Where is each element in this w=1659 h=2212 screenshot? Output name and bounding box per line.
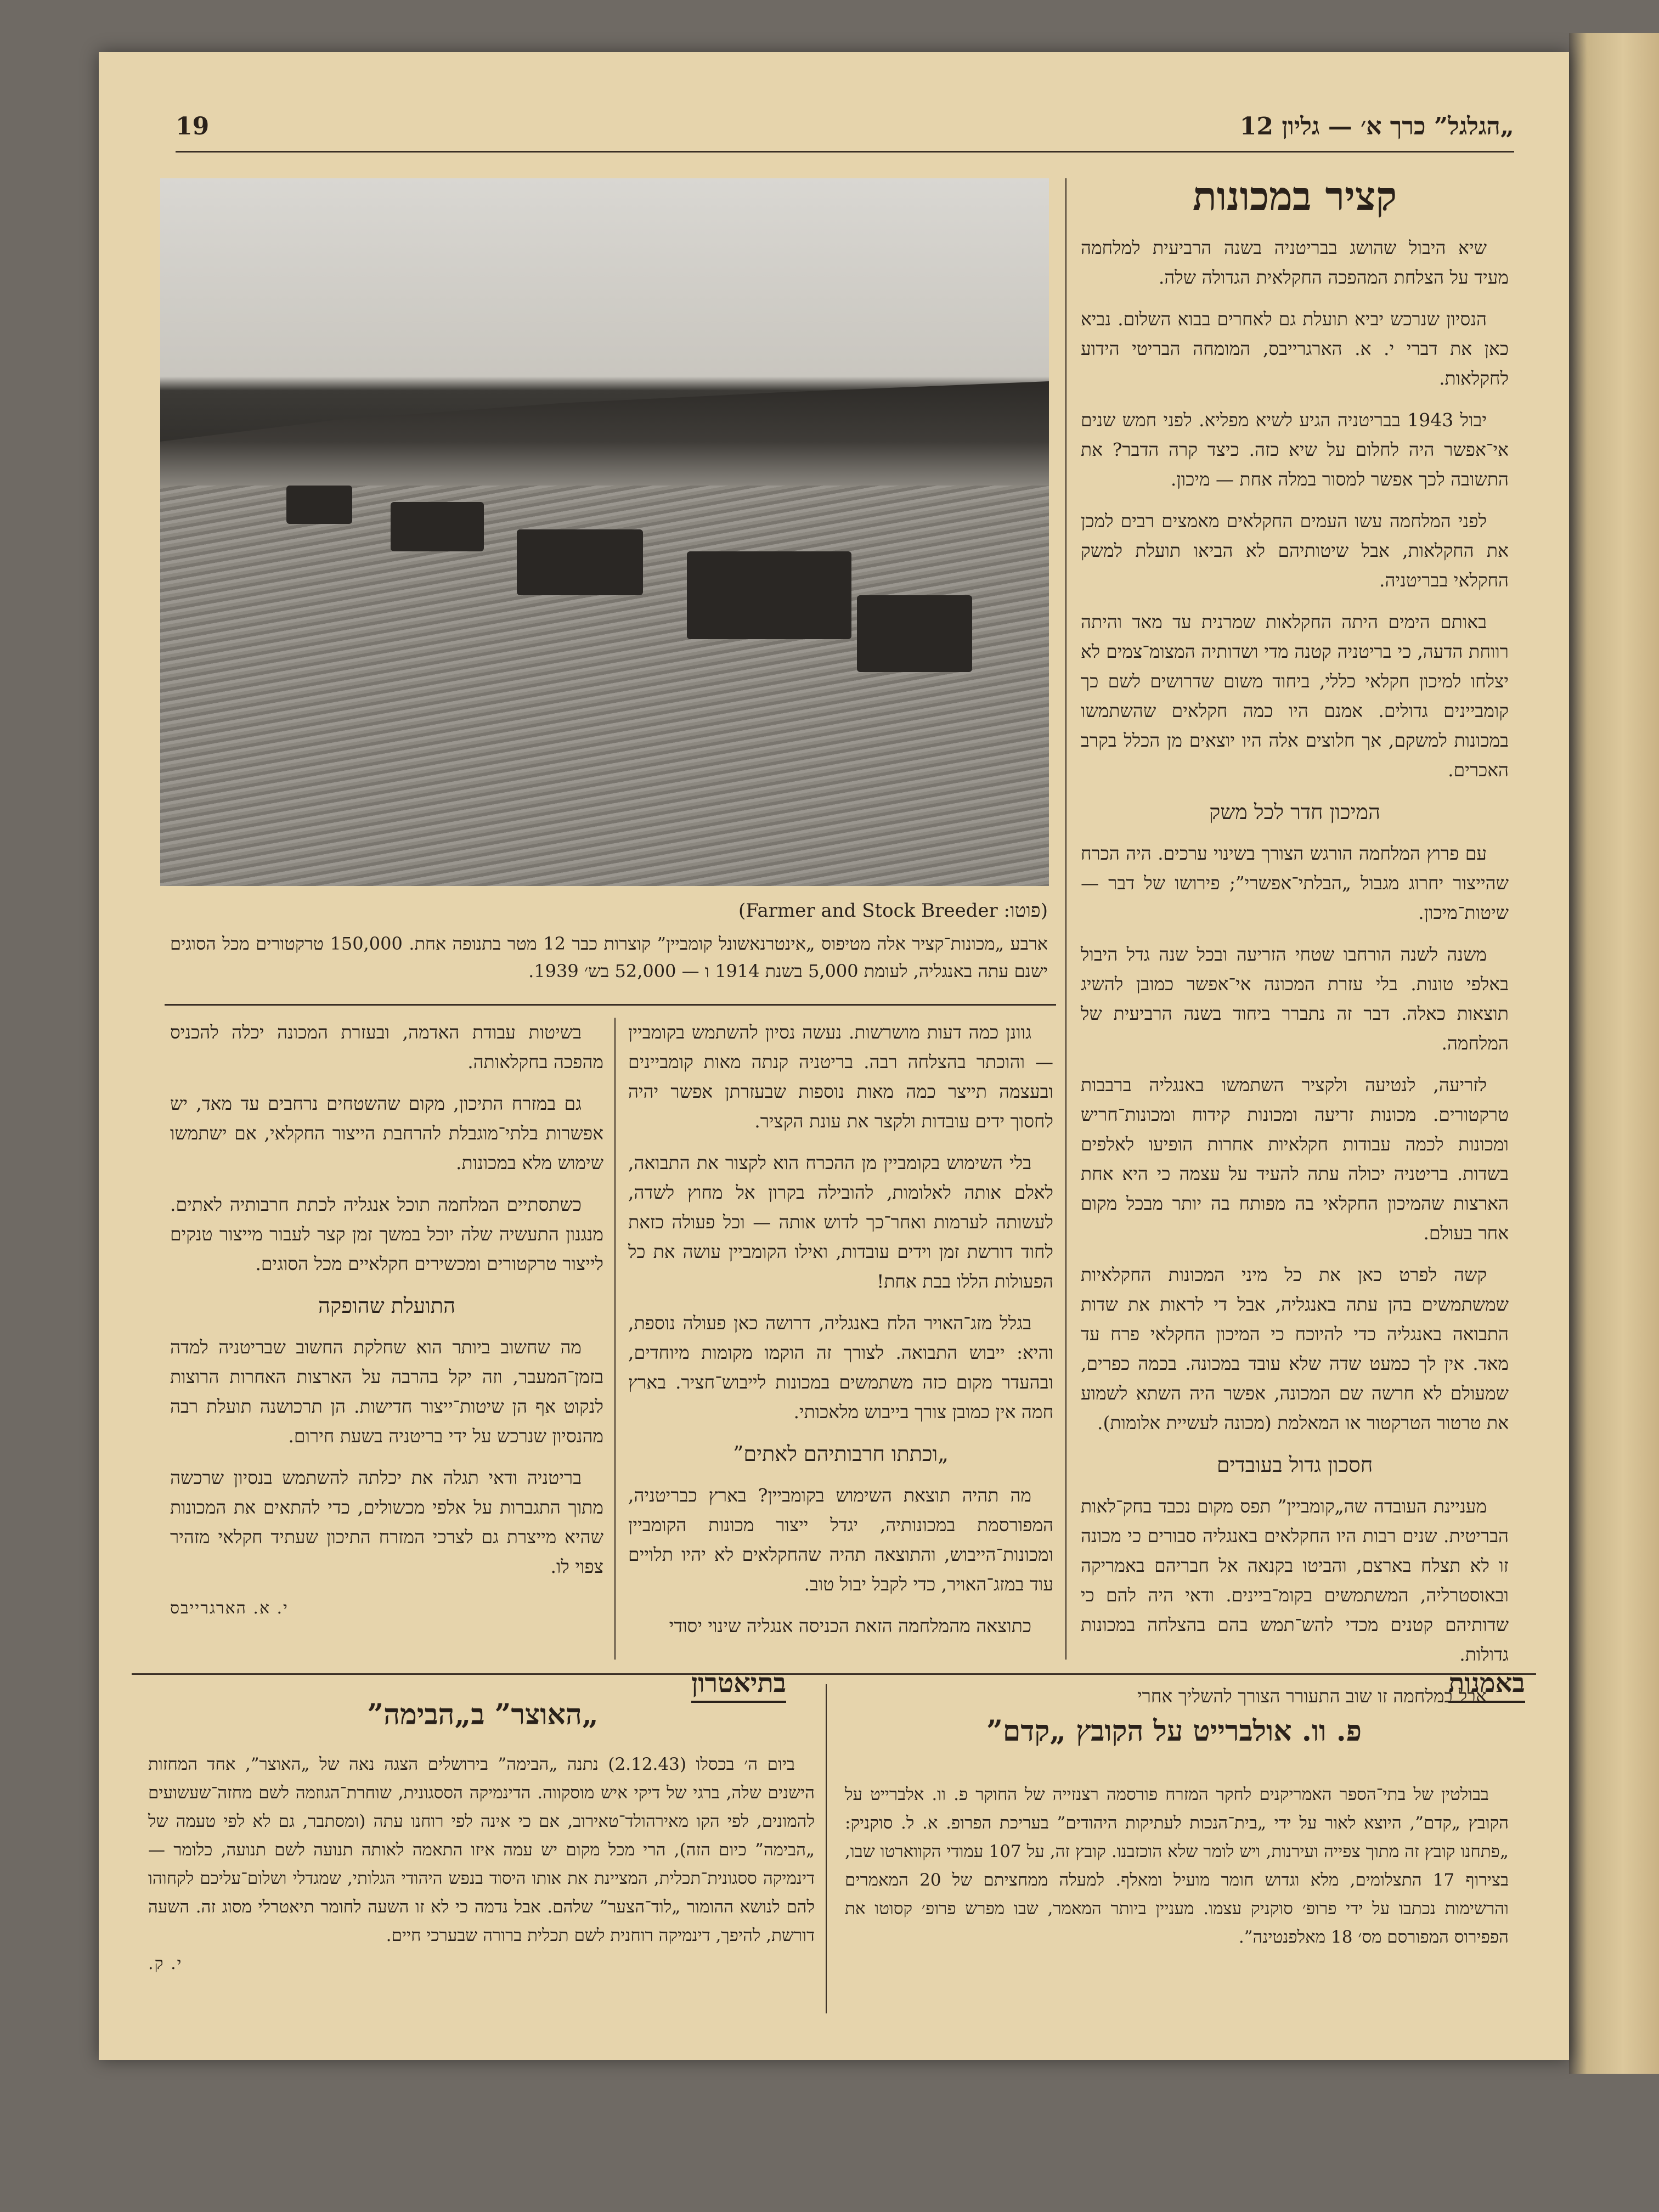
paragraph: יבול 1943 בבריטניה הגיע לשיא מפליא. לפני חמש שנים אי־אפשר היה לחלום על שיא כזה. כיצד קרה הדבר? את התשובה לכך אפשר למסור במלה אחת — מיכון. [1081,409,1509,490]
paragraph: לזריעה, לנטיעה ולקציר השתמשו באנגליה ברבבות טרקטורים. מכונות זריעה ומכונות קידוח ומכונות־חריש ומכונות לכמה עבודות חקלאיות אחרות הופיעו לאלפים בשדות. בריטניה יכולה עתה להעיד על עצמה כי היא אחת הארצות שהמיכון החקלאי בה מפותח בה יותר מבכל מקום אחר בעולם. [1081,1074,1509,1244]
caption-rule [165,1004,1056,1006]
subheading: התועלת שהופקה [318,1294,455,1318]
art-title: פ. וו. אולברייט על הקובץ „קדם” [986,1714,1362,1748]
author-signature: י. א. הארגרייבס [170,1599,289,1618]
photo-machine [286,486,352,524]
newspaper-page [99,52,1569,2060]
running-head: „הגלגל” כרך א׳ — גליון 12 [1239,112,1514,140]
photo-machine [687,551,851,639]
paragraph: עם פרוץ המלחמה הורגש הצורך בשינוי ערכים. היה הכרח שהייצור יחרוג מגבול „הבלתי־אפשרי”; פירושו של דבר — שיטות־מיכון. [1081,843,1509,923]
photo-caption: ארבע „מכונות־קציר אלה מטיפוס „אינטרנאשונל קומביין” קוצרות כבר 12 מטר בתנופה אחת. 150,000 טרקטורים מכל הסוגים ישנם עתה באנגליה, לעומת 5,000 בשנת 1914 ו — 52,000 בש׳ 1939. [170,933,1048,981]
paragraph: הנסיון שנרכש יביא תועלת גם לאחרים בבוא השלום. נביא כאן את דברי י. א. הארגרייבס, המומחה הבריטי הידוע לחקלאות. [1081,308,1509,389]
section-rule [132,1673,1536,1675]
paragraph: קשה לפרט כאן את כל מיני המכונות החקלאיות שמשתמשים בהן עתה באנגליה, אבל די לראות את שדות התבואה באנגליה כדי להיוכח כי המיכון החקלאי פרח עד מאד. אין לך כמעט שדה שלא עובד במכונה. בכמה כפרים, שמעולם לא חרשה שם המכונה, אפשר היה השתא לשמוע את טרטור הטרקטור או המאלמת (מכונה לעשיית אלומות). [1081,1264,1509,1434]
page-number: 19 [176,112,210,140]
photo-tractor [857,595,972,672]
paragraph: באותם הימים היתה החקלאות שמרנית עד מאד והיתה רווחת הדעה, כי בריטניה קטנה מדי ושדותיה המצומ־צמים לא יצלחו למיכון חקלאי כללי, ביחוד משום שדרושים לשם כך קומביינים גדולים. אמנם היו כמה חקלאים שהשתמשו במכונות למשקם, אך חלוצים אלה היו יוצאים מן הכלל בקרב האכרים. [1081,611,1509,781]
subheading: חסכון גדול בעובדים [1216,1453,1373,1477]
paragraph: מעניינת העובדה שה„קומביין” תפס מקום נכבד בחק־לאות הבריטית. שנים רבות היו החקלאים באנגליה סבורים כי מכונה זו לא תצלח בארצם, והביטו בקנאה אל חבריהם באמריקה ובאוסטרליה, המשתמשים בקומ־ביינים. ודאי היה להם כי שדותיהם קטנים מכדי להש־תמש בהם בהצלחה במכונות גדולות. [1081,1496,1509,1665]
subheading: המיכון חדר לכל משק [1209,800,1380,824]
paragraph: לפני המלחמה עשו העמים החקלאים מאמצים רבים למכן את החקלאות, אבל שיטותיהם לא הביאו תועלת למשק החקלאי בבריטניה. [1081,510,1509,591]
theatre-title: „האוצר” ב„הבימה” [367,1698,599,1731]
paragraph: ביום ה׳ בכסלו (2.12.43) נתנה „הבימה” בירושלים הצגה נאה של „האוצר”, אחד המחזות הישנים שלה, ברגי של דיקי איש מוסקווה. הדינמיקה הססגונית, שוחרת־הגוזמה לשם מחזה־שעשועים להמונים, לפי הקו מאירהולד־טאירוב, אם כי אינה לפי רוחנו עתה (ומסתבר, גם לא לפי טעמה של „הבימה” כיום הזה), הרי מכל מקום יש עמה איזו התאמה לאותה תנועה לשם תנועה, כלומר — דינמיקה ססגונית־תכלית, המציינת את אותו היסוד בנפש היהודי הגלותי, שמגדלי ושלום־עליכם לקחוהו להם לנושא ההומור „לוד־הצער” שלהם. אבל נדמה כי לא זו השעה לחומר תיאטרלי מסוג זה. השעה דורשת, להיפך, דינמיקה רוחנית לשם תכלית ברורה שבערכי חיים. [148,1754,815,1945]
paragraph: גם במזרח התיכון, מקום שהשטחים נרחבים עד מאד, יש אפשרות בלתי־מוגבלת להרחבת הייצור החקלאי, אם ישתמשו שימוש מלא במכונות. [170,1093,603,1173]
page-header [176,112,1514,153]
article-title: קציר במכונות [1192,173,1397,219]
paragraph: אבל במלחמה זו שוב התעורר הצורך להשליך אחרי [1137,1685,1487,1707]
subheading: „וכתתו חרבותיהם לאתים” [733,1442,949,1466]
paragraph: גוונן כמה דעות מושרשות. נעשה נסיון להשתמש בקומביין — והוכתר בהצלחה רבה. בריטניה קנתה מאות קומביינים ובעצמה תייצר כמה מאות נוספות שבעזרתן אפשר יהיה לחסוך ידים עובדות ולקצר את עונת הקציר. [628,1022,1053,1132]
column-rule [1065,178,1066,1660]
section-label-art: באמנות [1448,1668,1525,1703]
article-column-right [1081,233,1509,1723]
next-page-edge [1569,33,1659,2074]
theatre-body [148,1750,815,1978]
paragraph: כשתסתיים המלחמה תוכל אנגליה לכתת חרבותיה לאתים. מנגנון התעשיה שלה יוכל במשך זמן קצר לעבור מייצור טנקים לייצור טרקטורים ומכשירים חקלאיים מכל הסוגים. [170,1194,603,1274]
paragraph: משנה לשנה הורחבו שטחי הזריעה ובכל שנה גדל היבול באלפי טונות. בלי עזרת המכונה אי־אפשר כמובן להשיג תוצאות כאלה. דבר זה נתברר ביחוד בשנה הרביעית של המלחמה. [1081,944,1509,1054]
paragraph: בריטניה ודאי תגלה את יכלתה להשתמש בנסיון שרכשה מתוך התגברות על אלפי מכשולים, כדי להתאים את המכונות שהיא מייצרת גם לצרכי המזרח התיכון שעתיד חקלאי מזהיר צפוי לו. [170,1467,603,1577]
paragraph: שיא היבול שהושג בבריטניה בשנה הרביעית למלחמה מעיד על הצלחת המהפכה החקלאית הגדולה שלה. [1081,237,1509,288]
photo-machine [517,529,643,595]
paragraph: בבולטין של בתי־הספר האמריקנים לחקר המזרח פורסמה רצנזייה של החוקר פ. וו. אלברייט על הקובץ „קדם”, היוצא לאור על ידי „בית־הנכות לעתיקות היהודים” בעריכת הפרופ. א. ל. סוקניק: „פתחנו קובץ זה מתוך צפייה ועירנות, ויש לומר שלא הוכזבנו. קובץ זה, על 107 עמודי הקווארטו שבו, בצירוף 17 התצלומים, מלא וגדוש חומר מועיל ומאלף. למעלה ממחציתם של 20 המאמרים והרשימות נכתבו על ידי פרופ׳ סוקניק עצמו. מעניין ביותר המאמר, שבו מפרש פרופ׳ קסוטו את הפפירוס המפורסם מס׳ 18 מאלפנטינה”. [845,1785,1509,1947]
section-label-theatre: בתיאטרון [691,1668,786,1703]
article-column-middle [628,1018,1053,1653]
photo-machine [391,502,484,551]
paragraph: בשיטות עבודת האדמה, ובעזרת המכונה יכלה להכניס מהפכה בחקלאותה. [170,1022,603,1073]
column-rule [614,1018,616,1660]
paragraph: כתוצאה מהמלחמה הזאת הכניסה אנגליה שינוי יסודי [669,1615,1031,1637]
article-column-left [170,1018,603,1635]
author-signature: י. ק. [148,1954,183,1973]
paragraph: מה שחשוב ביותר הוא שחלקת החשוב שבריטניה למדה בזמן־המעבר, וזה יקל בהרבה על הארצות האחרות הרוצות לנקוט אף הן שיטות־ייצור חדישות. הן תרכושנה תועלת רבה מהנסיון שנרכש על ידי בריטניה בשעת חירום. [170,1336,603,1447]
harvest-photo [160,178,1049,886]
art-body [845,1780,1509,1951]
paragraph: בגלל מזג־האויר הלח באנגליה, דרושה כאן פעולה נוספת, והיא: ייבוש התבואה. לצורך זה הוקמו מקומות מיוחדים, ובהעדר מקום כזה משתמשים במכונות לייבוש־חציר. בארץ חמה אין כמובן צורך בייבוש מלאכותי. [628,1312,1053,1423]
column-rule [826,1684,827,2013]
paragraph: בלי השימוש בקומביין מן ההכרח הוא לקצור את התבואה, לאלם אותה לאלומות, להובילה בקרון אל מחוץ לשדה, לעשותה לערמות ואחר־כך לדוש אותה — וכל פעולה כזאת לחוד דורשת זמן וידים עובדות, ואילו הקומביין עושה את כל הפעולות הללו בבת אחת! [628,1152,1053,1292]
photo-treeline [160,376,1049,486]
photo-credit: (פוטו: Farmer and Stock Breeder) [738,900,1048,922]
paragraph: מה תהיה תוצאת השימוש בקומביין? בארץ כבריטניה, המפורסמת במכונותיה, יגדל ייצור מכונות הקומביין ומכונות־הייבוש, והתוצאה תהיה שהחקלאים לא יהיו תלויים עוד במזג־האויר, כדי לקבל יבול טוב. [628,1485,1053,1595]
